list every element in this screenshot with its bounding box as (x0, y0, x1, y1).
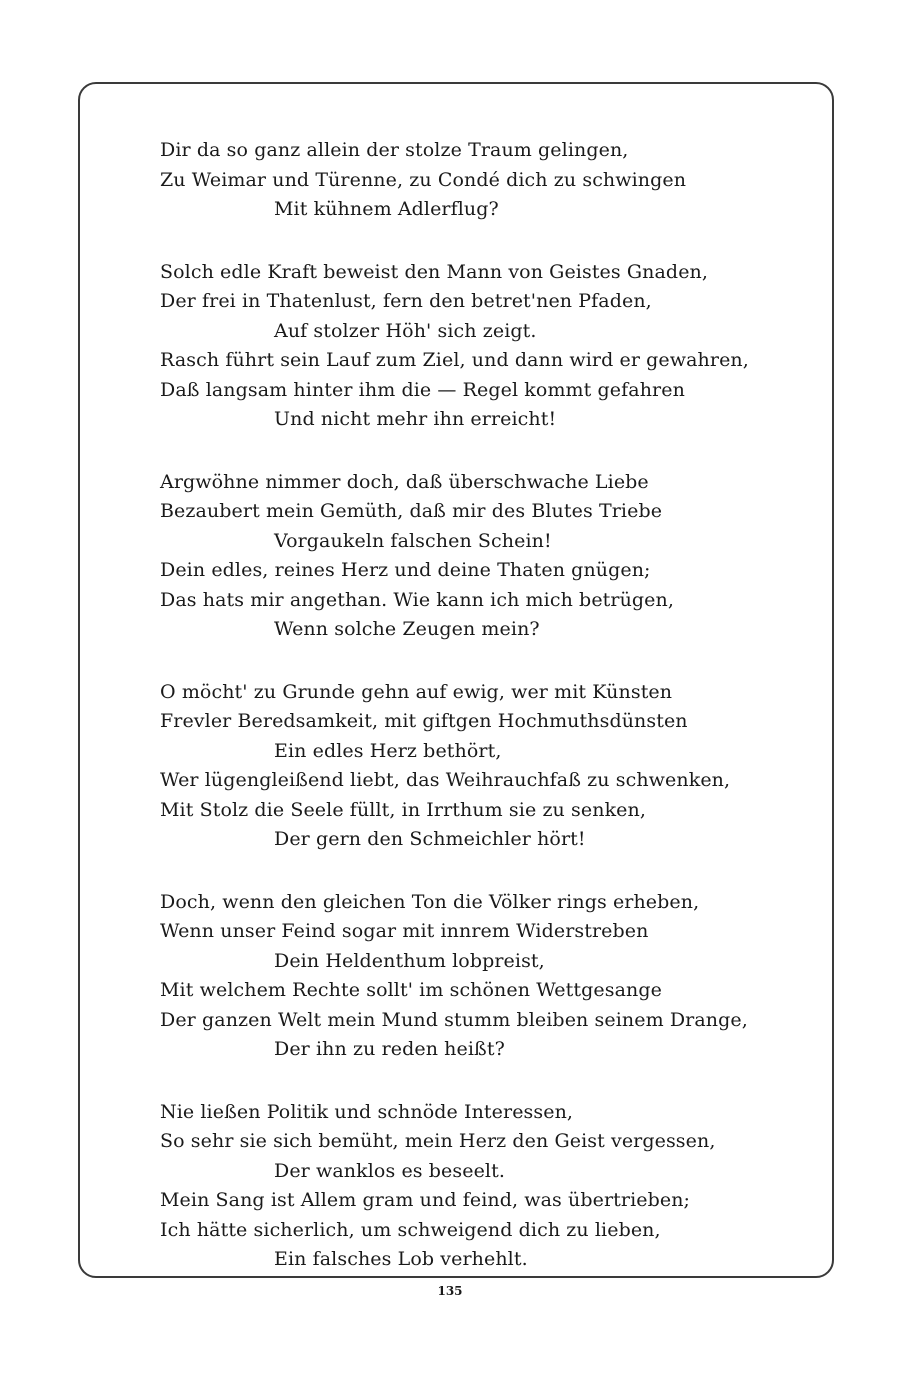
page-number: 135 (437, 1284, 463, 1298)
verse-line: Auf stolzer Höh' sich zeigt. (274, 319, 537, 342)
verse-line: Mit welchem Rechte sollt' im schönen Wettgesange (160, 979, 662, 1001)
verse-line: Der gern den Schmeichler hört! (274, 828, 586, 850)
stanza (160, 888, 800, 1065)
verse-line: Der ihn zu reden heißt? (274, 1038, 505, 1060)
stanza (160, 1098, 800, 1275)
verse-line: Mein Sang ist Allem gram und feind, was übertrieben; (160, 1189, 691, 1211)
verse-line: Wenn solche Zeugen mein? (274, 618, 540, 640)
verse-line: Ein edles Herz bethört, (274, 739, 502, 762)
verse-line: Der frei in Thatenlust, fern den betret'nen Pfaden, (160, 290, 652, 312)
verse-line: Der ganzen Welt mein Mund stumm bleiben seinem Drange, (160, 1008, 748, 1031)
stanza (160, 678, 800, 855)
verse-line: So sehr sie sich bemüht, mein Herz den Geist vergessen, (160, 1130, 716, 1152)
verse-line: O möcht' zu Grunde gehn auf ewig, wer mit Künsten (160, 680, 673, 703)
verse-line: Doch, wenn den gleichen Ton die Völker rings erheben, (160, 890, 700, 913)
verse-line: Vorgaukeln falschen Schein! (274, 529, 552, 552)
stanza (160, 468, 800, 645)
stanza (160, 136, 800, 225)
verse-line: Mit kühnem Adlerflug? (274, 198, 499, 220)
verse-line: Frevler Beredsamkeit, mit giftgen Hochmuthsdünsten (160, 710, 688, 732)
verse-line: Rasch führt sein Lauf zum Ziel, und dann wird er gewahren, (160, 349, 749, 371)
verse-line: Dein Heldenthum lobpreist, (274, 949, 545, 972)
verse-line: Solch edle Kraft beweist den Mann von Geistes Gnaden, (160, 260, 709, 283)
verse-line: Das hats mir angethan. Wie kann ich mich betrügen, (160, 588, 675, 611)
stanza (160, 258, 800, 435)
verse-line: Ich hätte sicherlich, um schweigend dich zu lieben, (160, 1218, 661, 1241)
verse-line: Dein edles, reines Herz und deine Thaten gnügen; (160, 559, 651, 581)
verse-line: Und nicht mehr ihn erreicht! (274, 408, 557, 430)
verse-line: Argwöhne nimmer doch, daß überschwache Liebe (160, 470, 649, 493)
verse-line: Mit Stolz die Seele füllt, in Irrthum sie zu senken, (160, 798, 646, 821)
verse-line: Bezaubert mein Gemüth, daß mir des Blutes Triebe (160, 500, 663, 522)
verse-line: Zu Weimar und Türenne, zu Condé dich zu schwingen (160, 168, 687, 191)
poem-body (160, 136, 800, 1308)
verse-line: Wer lügengleißend liebt, das Weihrauchfaß zu schwenken, (160, 769, 731, 791)
verse-line: Ein falsches Lob verhehlt. (274, 1248, 528, 1270)
verse-line: Daß langsam hinter ihm die — Regel kommt gefahren (160, 378, 685, 401)
verse-line: Der wanklos es beseelt. (274, 1159, 505, 1182)
verse-line: Dir da so ganz allein der stolze Traum gelingen, (160, 139, 629, 161)
verse-line: Wenn unser Feind sogar mit innrem Widerstreben (160, 920, 649, 942)
verse-line: Nie ließen Politik und schnöde Interessen, (160, 1100, 574, 1123)
